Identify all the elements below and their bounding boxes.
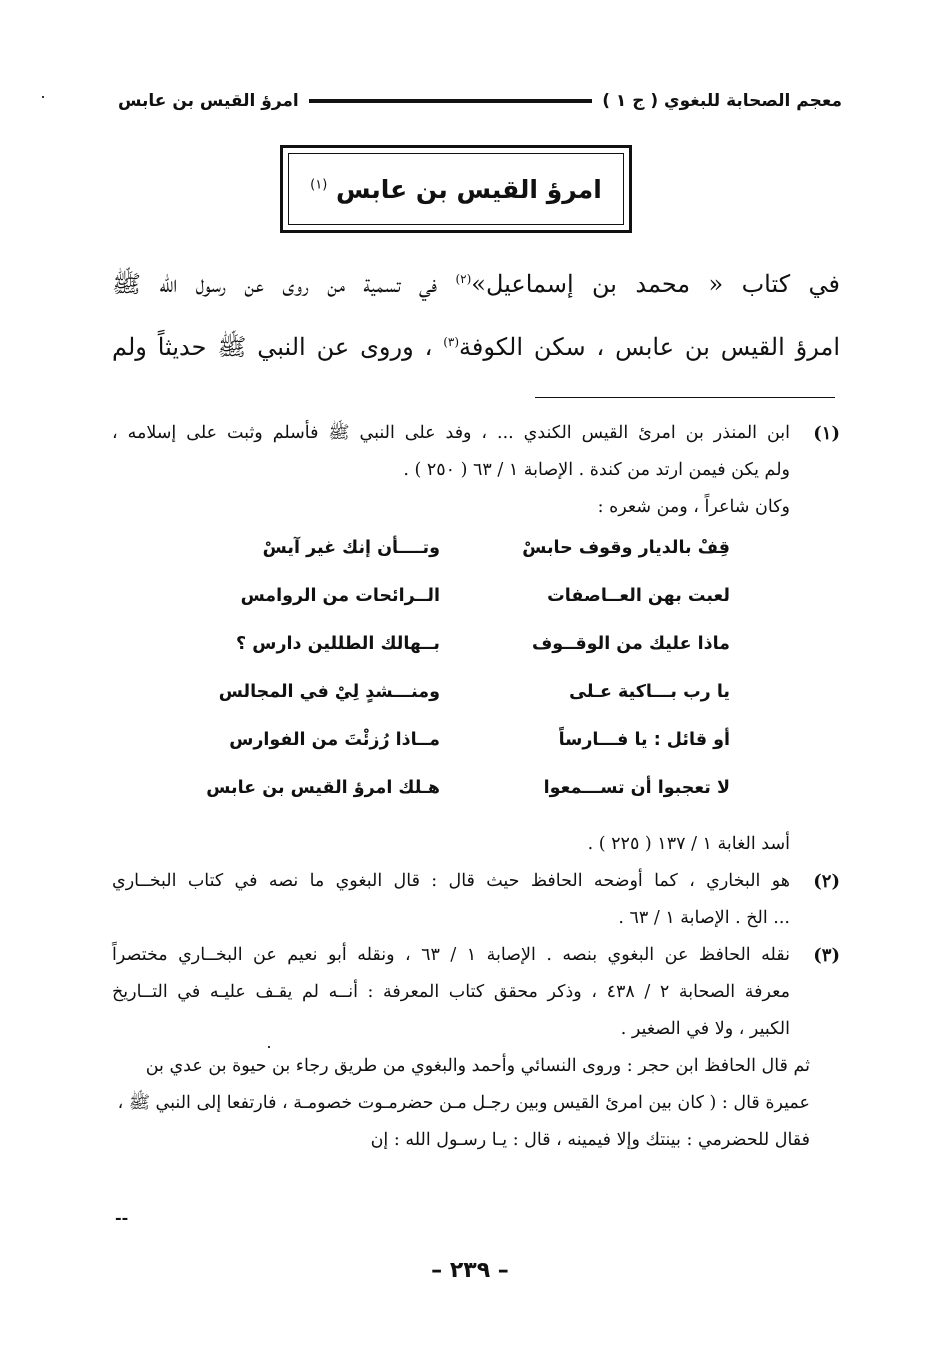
entry-title-note: (١) bbox=[310, 177, 328, 193]
footnote-3-number: (٣) bbox=[813, 945, 840, 966]
poem-verse bbox=[112, 578, 840, 624]
poem-hemistich-second: الــرائحات من الروامس bbox=[240, 586, 440, 606]
footnote-1-line-1: ابن المنذر بن امرئ القيس الكندي ... ، وفد على النبي ﷺ فأسلم وثبت على إسلامه ، bbox=[112, 423, 790, 443]
scan-speck bbox=[42, 96, 44, 98]
poem-verse bbox=[112, 626, 840, 672]
poem-hemistich-second: هـلك امرؤ القيس بن عابس bbox=[206, 778, 440, 798]
poem-hemistich-first: أو قائل : يا فـــارساً bbox=[558, 730, 730, 750]
poem-hemistich-first: قِفْ بالديار وقوف حابسْ bbox=[522, 538, 730, 558]
footnote-1-source: أسد الغابة ١ / ١٣٧ ( ٢٢٥ ) . bbox=[587, 834, 790, 854]
poem-verse bbox=[112, 722, 840, 768]
poem-hemistich-first: لعبت بهن العــاصفات bbox=[547, 586, 730, 606]
footnote-2-line-1: هو البخاري ، كما أوضحه الحافظ حيث قال : قال البغوي ما نصه في كتاب البخــاري bbox=[112, 871, 790, 891]
body-line-2-a: امرؤ القيس بن عابس ، سكن الكوفة bbox=[459, 333, 840, 361]
poem-hemistich-first: ماذا عليك من الوقــوف bbox=[531, 634, 730, 654]
entry-body bbox=[112, 250, 840, 376]
footnotes bbox=[112, 415, 840, 1159]
poem-hemistich-second: ومنـــشدٍ لِيْ في المجالس bbox=[218, 682, 440, 702]
body-line-2-b: ، وروى عن النبي ﷺ حديثاً ولم bbox=[112, 333, 444, 361]
continuation-mark: -- bbox=[115, 1208, 129, 1227]
poem-hemistich-second: مــاذا رُزئْتَ من الفوارس bbox=[229, 730, 440, 750]
body-line-1-b: في تسمية من روى عن رسول الله ﷺ bbox=[112, 270, 456, 298]
header-entry-title: امرؤ القيس بن عابس bbox=[118, 91, 299, 111]
footnote-1-line-2: ولم يكن فيمن ارتد من كندة . الإصابة ١ / ٦٣ ( ٢٥٠ ) . bbox=[403, 460, 790, 480]
body-line-1 bbox=[112, 250, 840, 313]
footnote-2 bbox=[112, 863, 840, 937]
footnote-separator bbox=[535, 397, 835, 398]
poem-verse bbox=[112, 674, 840, 720]
footnote-3-line-1: نقله الحافظ عن البغوي بنصه . الإصابة ١ / ٦٣ ، ونقله أبو نعيم عن البخــاري مختصراً bbox=[112, 945, 790, 965]
scan-speck bbox=[268, 1046, 270, 1048]
footnote-2-line-2: ... الخ . الإصابة ١ / ٦٣ . bbox=[618, 908, 790, 928]
entry-title-text: امرؤ القيس بن عابس bbox=[336, 174, 602, 204]
page-number: – ٢٣٩ – bbox=[431, 1258, 509, 1283]
footnote-3-continuation bbox=[112, 1048, 840, 1159]
footnote-2-number: (٢) bbox=[813, 871, 840, 892]
poem-verse bbox=[112, 530, 840, 576]
body-note-2: (٢) bbox=[455, 272, 472, 286]
poem-hemistich-second: بــهالك الطللين دارس ؟ bbox=[236, 634, 440, 654]
footnote-3 bbox=[112, 937, 840, 1048]
poem bbox=[112, 530, 840, 820]
footnote-1 bbox=[112, 415, 840, 526]
footnote-3-line-6: فارتفعا إلى النبي ﷺ ، فقال للحضرمي : بينتك وإلا فيمينه ، قال : يـا رسـول الله : إن bbox=[117, 1093, 810, 1150]
body-line-1-a: في كتاب « محمد بن إسماعيل» bbox=[471, 270, 840, 298]
running-header bbox=[118, 88, 842, 114]
body-note-3: (٣) bbox=[443, 335, 460, 349]
poem-hemistich-second: وتــــأن إنك غير آيسْ bbox=[262, 538, 440, 558]
footnote-3-line-2: معرفة الصحابة ٢ / ٤٣٨ ، وذكر محقق كتاب المعرفة : أنــه لم يقـف عليـه في التــاريخ bbox=[112, 982, 790, 1002]
poem-hemistich-first: لا تعجبوا أن تســـمعوا bbox=[543, 778, 730, 798]
poem-verse bbox=[112, 770, 840, 816]
body-line-2 bbox=[112, 313, 840, 376]
entry-title-box bbox=[280, 145, 632, 233]
footnote-1-source-wrap bbox=[112, 826, 840, 863]
header-rule bbox=[309, 99, 592, 103]
entry-title bbox=[310, 175, 602, 204]
poem-hemistich-first: يا رب بـــاكية عـلى bbox=[569, 682, 730, 702]
footnote-1-line-3: وكان شاعراً ، ومن شعره : bbox=[597, 497, 790, 517]
footnote-3-line-4: ثم قال الحافظ ابن حجر : وروى النسائي وأحمد والبغوي من طريق رجاء بن حيوة بن bbox=[208, 1056, 810, 1076]
header-book-title: معجم الصحابة للبغوي ( ج ١ ) bbox=[602, 91, 842, 111]
footnote-3-line-5: عدي بن عميرة قال : ( كان بين امرئ القيس وبين رجـل مـن حضرمـوت خصومـة ، bbox=[145, 1056, 810, 1113]
footnote-1-number: (١) bbox=[813, 423, 840, 444]
footnote-3-line-3: الكبير ، ولا في الصغير . bbox=[620, 1019, 790, 1039]
